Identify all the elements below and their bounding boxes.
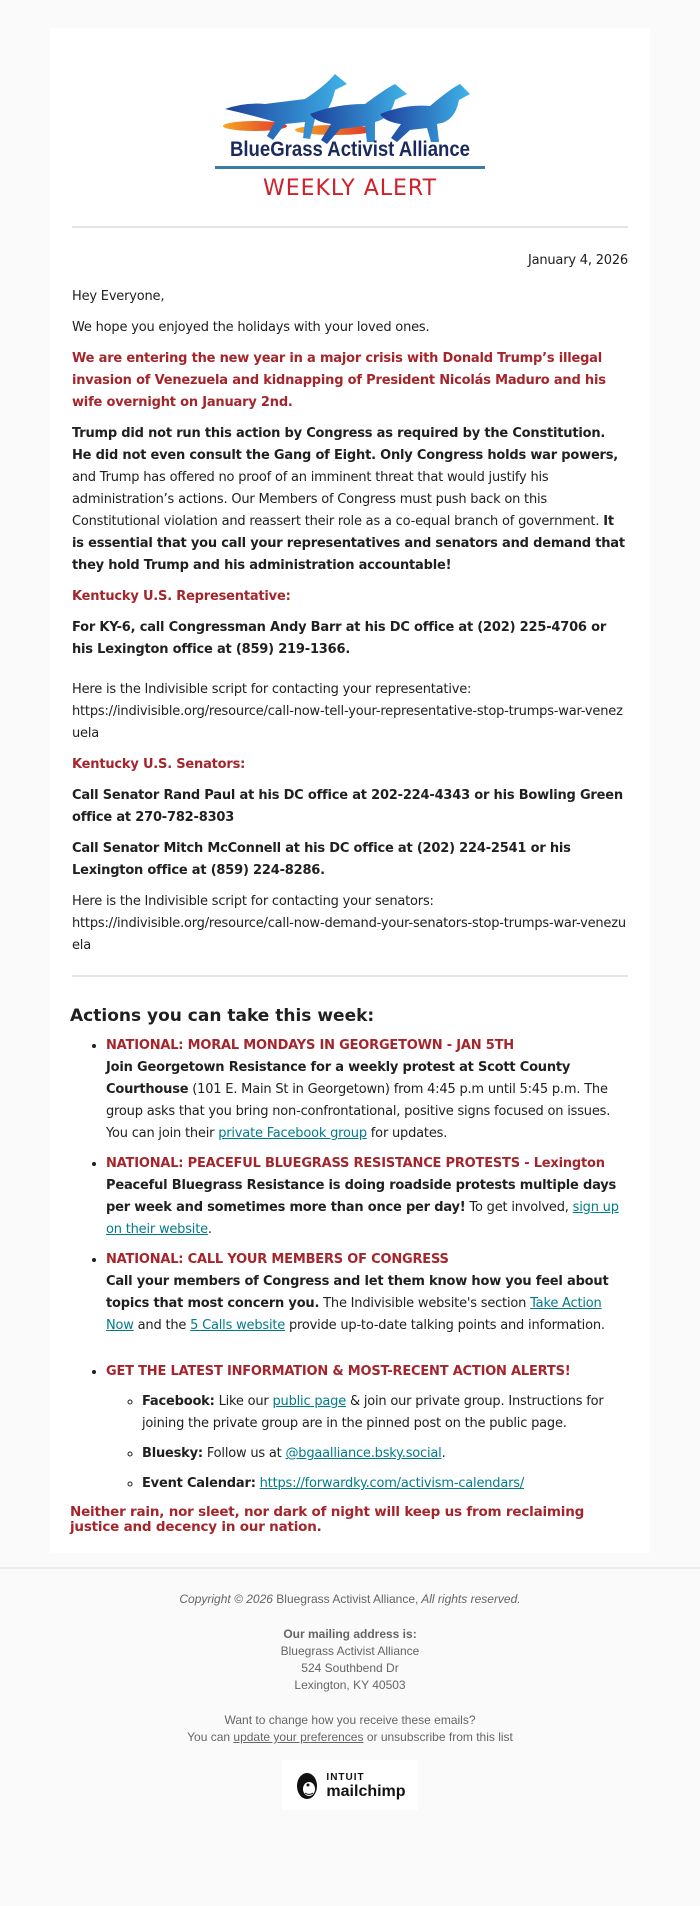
footer: [0, 1567, 700, 1820]
mailchimp-text: mailchimp: [326, 1783, 406, 1800]
date: January 4, 2026: [527, 253, 628, 268]
action-item: • NATIONAL: MORAL MONDAYS IN GEORGETOWN - JAN 5TH Join Georgetown Resistance for a weekly protest at Scott County Courthouse (101 E. Main St in Georgetown) from 4:45 p.m until 5:45 p.m. The group asks that you bring non-confrontational, positive signs focused on issues. You can join their private Facebook group for updates.: [106, 1035, 630, 1145]
mailchimp-freddie-icon: [294, 1769, 320, 1801]
intuit-text: INTUIT: [326, 1772, 365, 1783]
crisis-text: We are entering the new year in a major crisis with Donald Trump’s illegal invasion of Venezuela and kidnapping of President Nicolás Maduro and his wife overnight on January 2nd.: [72, 351, 606, 410]
bluesky-link[interactable]: @bgaalliance.bsky.social: [285, 1446, 442, 1461]
facebook-item: ◦ Facebook: Like our public page & join our private group. Instructions for joining the private group are in the pinned post on the public page.: [142, 1391, 630, 1435]
action-item-latest: • GET THE LATEST INFORMATION & MOST-RECENT ACTION ALERTS! ◦ Facebook: Like our public page & join our private group. Instructions for joining the private group are in the pinned post on the public page. ◦ Bluesky: Follow us at @bgaalliance.bsky.social. ◦ Event Calendar: https://forwardky.com/activism-calendars/: [106, 1361, 630, 1495]
svg-text:WEEKLY ALERT: WEEKLY ALERT: [262, 176, 438, 200]
actions-heading: Actions you can take this week:: [70, 1006, 375, 1026]
senators-heading: Kentucky U.S. Senators:: [72, 757, 246, 772]
action-item: • NATIONAL: PEACEFUL BLUEGRASS RESISTANCE PROTESTS - Lexington Peaceful Bluegrass Resistance is doing roadside protests multiple days per week and sometimes more than once per day! To get involved, sign up on their website.: [106, 1153, 630, 1241]
divider: [72, 226, 628, 228]
take-action-now-link[interactable]: Take Action Now: [106, 1296, 602, 1333]
address-line: Lexington, KY 40503: [294, 1678, 406, 1692]
preferences-line: You can update your preferences or unsubscribe from this list: [187, 1730, 513, 1744]
senators-script: Here is the Indivisible script for contacting your senators: https://indivisible.org/resource/call-now-demand-your-senators-stop-trumps-war-venezuela: [72, 894, 626, 953]
private-facebook-group-link[interactable]: private Facebook group: [218, 1126, 367, 1141]
closing-text: Neither rain, nor sleet, nor dark of night will keep us from reclaiming justice and decency in our nation.: [70, 1504, 585, 1535]
representative-script: Here is the Indivisible script for contacting your representative: https://indivisible.org/resource/call-now-tell-your-representative-stop-trumps-war-venezuela: [72, 682, 623, 741]
senator-mcconnell-call: Call Senator Mitch McConnell at his DC office at (202) 224-2541 or his Lexington office at (859) 224-8286.: [72, 841, 571, 878]
divider: [72, 975, 628, 977]
sign-up-link[interactable]: sign up on their website: [106, 1200, 619, 1237]
bluesky-item: ◦ Bluesky: Follow us at @bgaalliance.bsky.social.: [142, 1443, 630, 1465]
five-calls-link[interactable]: 5 Calls website: [190, 1318, 286, 1333]
representative-call: For KY-6, call Congressman Andy Barr at his DC office at (202) 225-4706 or his Lexington office at (859) 219-1366.: [72, 620, 607, 657]
event-calendar-link[interactable]: https://forwardky.com/activism-calendars/: [259, 1476, 524, 1491]
hope-text: We hope you enjoyed the holidays with your loved ones.: [72, 320, 430, 335]
address-line: 524 Southbend Dr: [301, 1661, 399, 1675]
bluegrass-activist-alliance-logo: [215, 64, 485, 200]
senator-paul-call: Call Senator Rand Paul at his DC office at 202-224-4343 or his Bowling Green office at 270-782-8303: [72, 788, 623, 825]
public-page-link[interactable]: public page: [272, 1394, 347, 1409]
action-item: • NATIONAL: CALL YOUR MEMBERS OF CONGRESS Call your members of Congress and let them know how you feel about topics that most concern you. The Indivisible website's section Take Action Now and the 5 Calls website provide up-to-date talking points and information.: [106, 1249, 630, 1337]
email-card: [50, 28, 650, 1553]
actions-section: [70, 1005, 630, 1535]
change-text: Want to change how you receive these emails?: [224, 1713, 476, 1727]
address-line: Bluegrass Activist Alliance: [280, 1644, 420, 1658]
representative-heading: Kentucky U.S. Representative:: [72, 589, 291, 604]
copyright: Copyright © 2026 Bluegrass Activist Alliance, All rights reserved.: [179, 1592, 521, 1606]
congress-paragraph: Trump did not run this action by Congress as required by the Constitution. He did not even consult the Gang of Eight. Only Congress holds war powers, and Trump has offered no proof of an imminent threat that would justify his administration’s actions. Our Members of Congress must push back on this Constitutional violation and reassert their role as a co-equal branch of government. It is essential that you call your representatives and senators and demand that they hold Trump and his administration accountable!: [72, 426, 625, 573]
mailchimp-badge[interactable]: [282, 1760, 418, 1810]
svg-text:BlueGrass Activist Alliance: BlueGrass Activist Alliance: [230, 138, 470, 161]
calendar-item: ◦ Event Calendar: https://forwardky.com/activism-calendars/: [142, 1473, 630, 1495]
update-preferences-link[interactable]: update your preferences: [233, 1730, 364, 1744]
greeting: Hey Everyone,: [72, 289, 165, 304]
mailing-label: Our mailing address is:: [283, 1627, 417, 1641]
